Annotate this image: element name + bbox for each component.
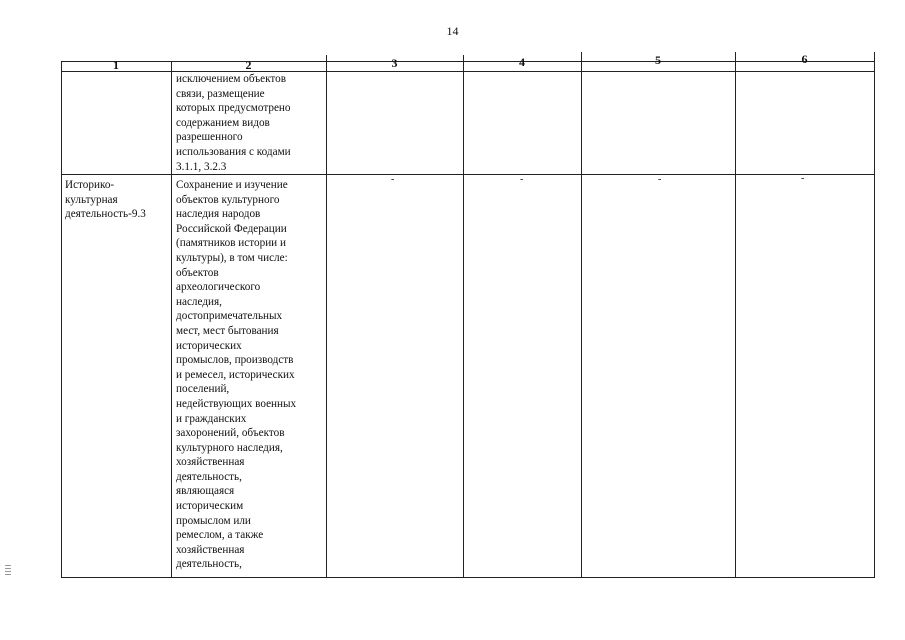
row2-col2-line: объектов культурного xyxy=(176,193,280,206)
scan-mark xyxy=(5,571,11,572)
row2-col2-line: достопримечательных xyxy=(176,310,283,323)
row2-col1-line: культурная xyxy=(65,193,118,206)
row2-col3-value: - xyxy=(391,174,395,185)
row1-col2-line: использования с кодами xyxy=(176,145,291,158)
header-col-1: 1 xyxy=(113,58,119,72)
row1-col2-line: разрешенного xyxy=(176,131,243,144)
row1-col2-line: 3.1.1, 3.2.3 xyxy=(176,160,227,173)
row2-col2-line: Российской Федерации xyxy=(176,222,287,235)
row2-col2-line: наследия, xyxy=(176,295,222,308)
row2-col2-line: историческим xyxy=(176,500,244,513)
row2-col2-line: промыслов, производств xyxy=(176,354,294,367)
row2-col2-line: захоронений, объектов xyxy=(176,427,285,440)
col-border-2 xyxy=(326,55,327,578)
row1-col2-line: связи, размещение xyxy=(176,87,265,100)
row2-col2-line: (памятников истории и xyxy=(176,237,286,250)
row2-col5-value: - xyxy=(658,174,662,185)
row2-col2-line: культуры), в том числе: xyxy=(176,251,288,264)
row2-col2-line: и гражданских xyxy=(176,412,247,425)
table-bottom-border xyxy=(61,577,875,578)
row2-col2-line: ремеслом, а также xyxy=(176,529,264,542)
header-col-2: 2 xyxy=(245,58,252,72)
row2-col2-line: деятельность, xyxy=(176,558,242,571)
row2-col1-text xyxy=(65,178,171,222)
row1-col2-line: содержанием видов xyxy=(176,116,270,129)
row1-col2-text xyxy=(176,72,326,174)
row2-col2-line: деятельность, xyxy=(176,470,242,483)
land-use-table xyxy=(61,52,875,578)
row2-col2-line: поселений, xyxy=(176,383,230,396)
row2-col1-line: Историко- xyxy=(65,179,115,191)
page-number: 14 xyxy=(446,24,459,38)
row2-col2-line: недействующих военных xyxy=(176,397,297,410)
row1-col2-line: исключением объектов xyxy=(176,73,286,85)
row2-col2-line: промыслом или xyxy=(176,514,251,527)
row2-col2-line: мест, мест бытования xyxy=(176,324,279,337)
col-border-4 xyxy=(581,52,582,578)
row2-col2-line: являющаяся xyxy=(176,485,235,498)
header-col-5: 5 xyxy=(655,53,661,67)
scan-mark xyxy=(5,565,11,566)
row2-col6-value: - xyxy=(801,173,805,184)
col-border-5 xyxy=(735,52,736,578)
header-col-6: 6 xyxy=(801,52,808,66)
row1-col2-line: которых предусмотрено xyxy=(176,102,291,115)
row2-col2-line: хозяйственная xyxy=(176,456,245,469)
row2-col2-line: Сохранение и изучение xyxy=(176,179,288,191)
row2-col2-text xyxy=(176,178,326,572)
scan-mark xyxy=(5,574,11,575)
row2-col2-line: наследия народов xyxy=(176,208,261,221)
col-border-3 xyxy=(463,55,464,578)
row2-col2-line: культурного наследия, xyxy=(176,441,283,454)
scan-mark xyxy=(5,568,11,569)
row2-col2-line: хозяйственная xyxy=(176,543,245,556)
row2-col2-line: исторических xyxy=(176,339,242,352)
header-col-4: 4 xyxy=(519,55,525,69)
row2-col2-line: и ремесел, исторических xyxy=(176,368,295,381)
row2-col4-value: - xyxy=(520,174,524,185)
col-border-1 xyxy=(171,61,172,578)
header-col-3: 3 xyxy=(391,56,398,70)
row2-col2-line: объектов xyxy=(176,266,219,279)
col-border-0 xyxy=(61,61,62,578)
row2-col1-line: деятельность-9.3 xyxy=(65,208,146,221)
col-border-6 xyxy=(874,52,875,578)
row2-col2-line: археологического xyxy=(176,281,261,294)
